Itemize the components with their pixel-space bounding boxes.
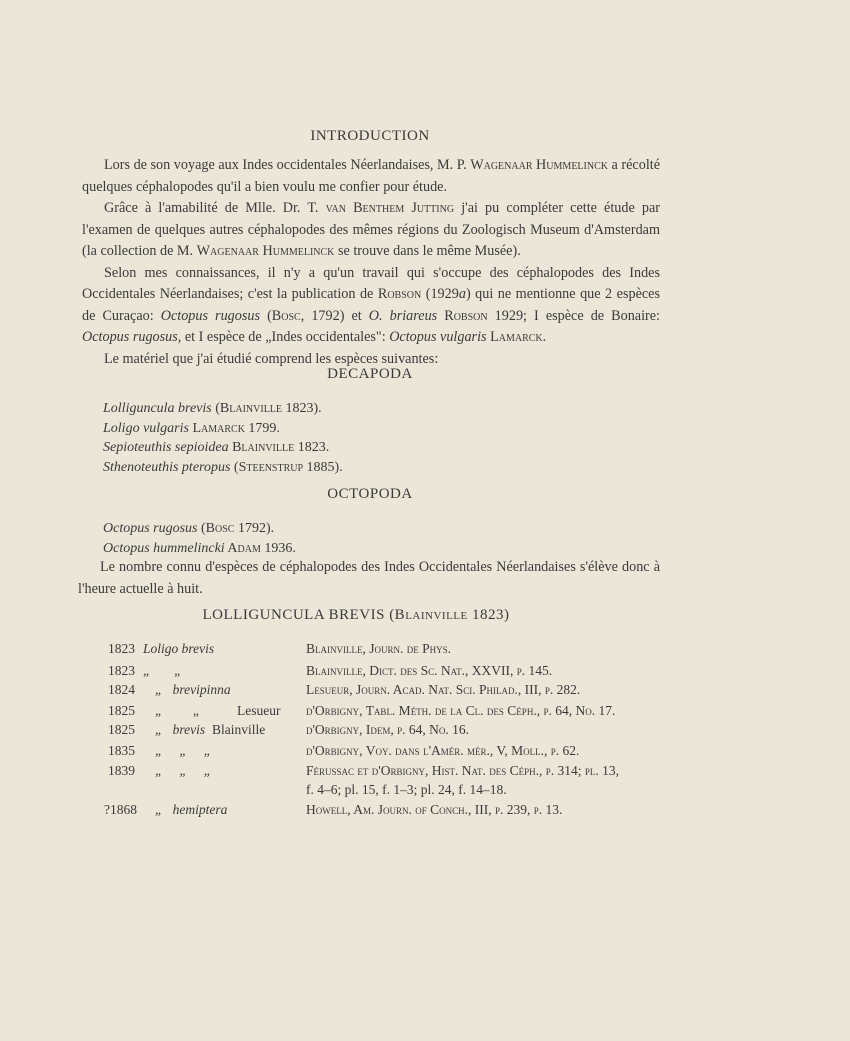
synonym-name: „ brevis (155, 722, 206, 737)
reference: d'Orbigny, Voy. dans l'Amér. mér., V, Moll., p. 62. (306, 743, 580, 758)
intro-paragraph-2 (82, 198, 660, 263)
year: 1835 (108, 743, 135, 758)
heading-species (0, 607, 726, 624)
text: j'ai pu compléter cette étude par l'examen de quelques autres céphalopodes des mêmes régions du Zoologisch Museum d'Amsterdam (la collection de M. (82, 200, 661, 259)
text: Grâce à l'amabilité de Mlle. Dr. T. (104, 200, 326, 216)
heading-decapoda: DECAPODA (327, 366, 413, 382)
reference: Lesueur, Journ. Acad. Nat. Sci. Philad., III, p. 282. (306, 682, 581, 697)
species-name: Octopus hummelincki (103, 540, 225, 556)
author-name: Wagenaar Hummelinck (470, 157, 608, 173)
list-item (103, 438, 343, 458)
year: 1825 (108, 722, 135, 737)
species-name: Sepioteuthis sepioidea (103, 440, 229, 455)
synonym-name: „ brevipinna (155, 682, 231, 697)
species-name: Octopus vulgaris (389, 329, 487, 345)
text: , 1792) et (300, 307, 369, 324)
reference: d'Orbigny, Tabl. Méth. de la Cl. des Céph., p. 64, No. 17. (306, 703, 616, 718)
author-name: (Bosc 1792). (197, 521, 275, 536)
text: Selon mes connaissances, il n'y a qu'un travail qui s'occupe des céphalopodes des Indes Occidentales Néerlandaises; c'est la publication de (82, 264, 660, 302)
text: Lors de son voyage aux Indes occidentales Néerlandaises, M. P. (104, 157, 471, 173)
author-name: Robson (444, 307, 488, 324)
author-name: Wagenaar Hummelinck (196, 243, 335, 259)
text: 1929; I espèce de Bonaire: (487, 307, 660, 324)
synonym-name: „ „ (155, 703, 211, 718)
author-name: Robson (377, 286, 422, 302)
species-heading-name: LOLLIGUNCULA BREVIS (202, 607, 385, 623)
intro-paragraph-3 (82, 263, 660, 349)
species-name: O. briareus (368, 307, 438, 324)
author-name: (Blainville 1823) (384, 607, 510, 623)
synonym-name: „ hemiptera (155, 802, 228, 817)
intro-paragraph-4: Le matériel que j'ai étudié comprend les espèces suivantes: (104, 350, 439, 367)
author-name: Lamarck 1799. (188, 420, 280, 436)
year: 1823 (108, 663, 135, 678)
synonym-author: Blainville (212, 722, 266, 737)
species-name: Octopus rugosus, (82, 329, 182, 345)
species-name: Sthenoteuthis pteropus (103, 459, 231, 475)
text: et I espèce de „Indes occidentales": (181, 329, 390, 345)
year: 1823 (108, 641, 135, 656)
list-item (103, 539, 296, 559)
reference: Blainville, Dict. des Sc. Nat., XXVII, p. 145. (306, 663, 553, 678)
text: ) qui ne mentionne que 2 espèces de Curaçao: (82, 286, 660, 324)
year: 1825 (108, 703, 135, 718)
heading-octopoda: OCTOPODA (327, 486, 413, 502)
list-item (103, 519, 296, 539)
heading-introduction: INTRODUCTION (310, 128, 430, 144)
year: 1839 (108, 763, 135, 778)
text: . (542, 329, 547, 345)
synonym-author: Lesueur (237, 703, 281, 718)
reference: Férussac et d'Orbigny, Hist. Nat. des Céph., p. 314; pl. 13, (306, 763, 619, 778)
decapoda-list (103, 399, 343, 477)
text: (1929 (421, 286, 459, 302)
intro-paragraph-1 (82, 155, 660, 198)
synonym-name: Loligo brevis (143, 641, 215, 656)
author-name: (Steenstrup 1885). (230, 459, 343, 475)
synonym-name: „ „ „ (155, 743, 212, 758)
author-name: Lamarck (490, 329, 543, 345)
intro-text (82, 155, 660, 370)
conclusion-paragraph: Le nombre connu d'espèces de céphalopodes des Indes Occidentales Néerlandaises s'élève donc à l'heure actuelle à huit. (78, 559, 660, 597)
year: ?1868 (104, 802, 137, 817)
reference: d'Orbigny, Idem, p. 64, No. 16. (306, 722, 470, 737)
synonym-name: „ „ (143, 663, 182, 678)
text: a récolté quelques céphalopodes qu'il a bien voulu me confier pour étude. (82, 157, 661, 195)
species-name: Loligo vulgaris (103, 420, 189, 436)
reference: Blainville, Journ. de Phys. (306, 641, 452, 656)
octopoda-list (103, 519, 296, 558)
year: 1824 (108, 682, 135, 697)
author-name: Blainville 1823. (228, 440, 330, 455)
list-item (103, 458, 343, 478)
synonym-name: „ „ „ (155, 763, 212, 778)
text: a (458, 286, 466, 302)
species-name: Octopus rugosus (103, 521, 198, 536)
species-name: Octopus rugosus (160, 307, 261, 324)
author-name: (Blainville 1823). (211, 401, 322, 416)
text: se trouve dans le même Musée). (334, 243, 521, 259)
author-name: van Benthem Jutting (325, 200, 455, 216)
author-name: Bosc (271, 307, 301, 324)
list-item (103, 399, 343, 419)
text: ( (260, 307, 272, 324)
species-name: Lolliguncula brevis (103, 401, 212, 416)
list-item (103, 419, 343, 439)
conclusion-text (78, 557, 660, 600)
reference: f. 4–6; pl. 15, f. 1–3; pl. 24, f. 14–18. (306, 782, 507, 797)
reference: Howell, Am. Journ. of Conch., III, p. 239, p. 13. (306, 802, 563, 817)
author-name: Adam 1936. (224, 540, 296, 556)
